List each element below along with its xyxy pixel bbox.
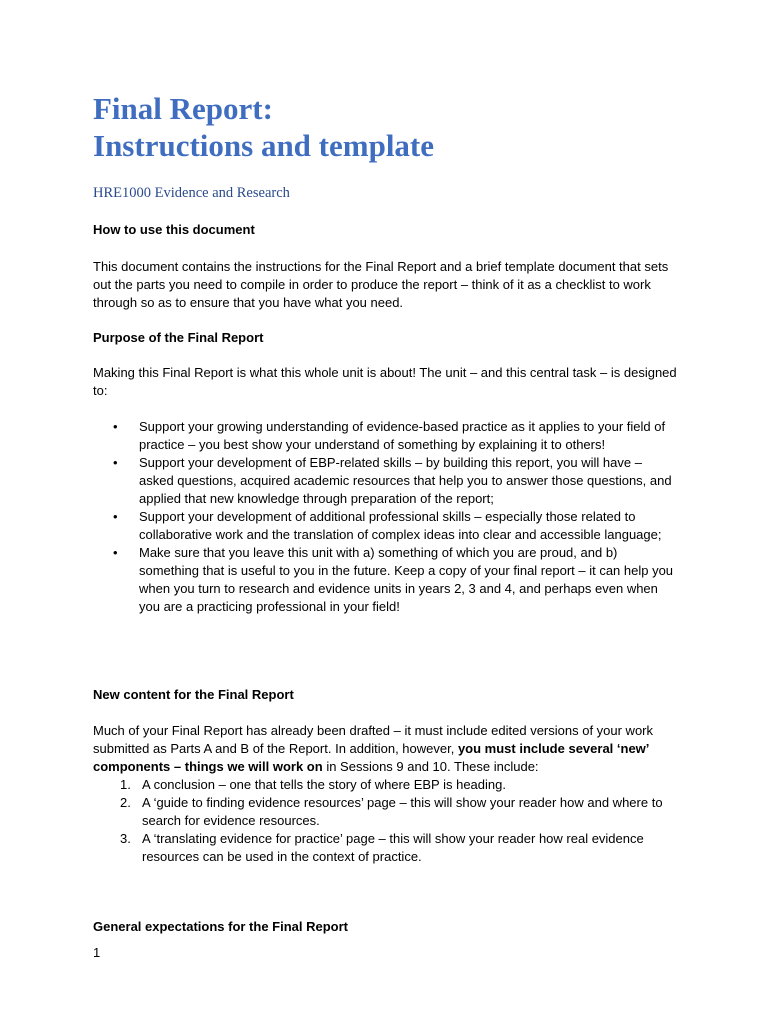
document-page [93,90,678,934]
heading-purpose: Purpose of the Final Report [93,330,264,345]
purpose-bullet-list [93,418,678,616]
document-subtitle: HRE1000 Evidence and Research [93,185,290,201]
title-line-2: Instructions and template [93,128,435,163]
document-title [93,90,678,164]
heading-new-content: New content for the Final Report [93,687,294,702]
bullet-item: • Support your development of EBP-related skills – by building this report, you will have – asked questions, acquired academic resources that help you to answer those questions, and applied that new knowledge through preparation of the report; [113,455,672,506]
numbered-item: 1. A conclusion – one that tells the story of where EBP is heading. [120,777,506,792]
heading-general-expectations: General expectations for the Final Report [93,919,348,934]
heading-how-to-use: How to use this document [93,222,255,237]
bullet-dot-icon: • [113,545,118,560]
paragraph-how-to-use: This document contains the instructions for the Final Report and a brief template document that sets out the parts you need to compile in order to produce the report – think of it as a checklist to work through so as to ensure that you have what you need. [93,259,669,310]
numbered-item: 2. A ‘guide to finding evidence resources’ page – this will show your reader how and where to search for evidence resources. [120,795,663,828]
bullet-dot-icon: • [113,509,118,524]
emphasis-new-components: you must include several ‘new’ components – things we will work on [93,741,649,774]
bullet-dot-icon: • [113,419,118,434]
bullet-dot-icon: • [113,455,118,470]
page-number: 1 [93,945,101,960]
title-line-1: Final Report: [93,91,273,126]
new-components-list [93,776,678,866]
paragraph-new-content: Much of your Final Report has already been drafted – it must include edited versions of your work submitted as Parts A and B of the Report. In addition, however, you must include several ‘new’ components – things we will work on in Sessions 9 and 10. These include: [93,723,654,774]
paragraph-purpose: Making this Final Report is what this whole unit is about! The unit – and this central task – is designed to: [93,365,677,398]
bullet-item: • Support your development of additional professional skills – especially those related to collaborative work and the translation of complex ideas into clear and accessible language; [113,509,662,542]
numbered-item: 3. A ‘translating evidence for practice’ page – this will show your reader how real evidence resources can be used in the context of practice. [120,831,644,864]
bullet-item: • Make sure that you leave this unit with a) something of which you are proud, and b) something that is useful to you in the future. Keep a copy of your final report – it can help you when you turn to research and evidence units in years 2, 3 and 4, and perhaps even when you are a practicing professional in your field! [113,545,674,614]
bullet-item: • Support your growing understanding of evidence-based practice as it applies to your field of practice – you best show your understand of something by explaining it to others! [113,419,666,452]
